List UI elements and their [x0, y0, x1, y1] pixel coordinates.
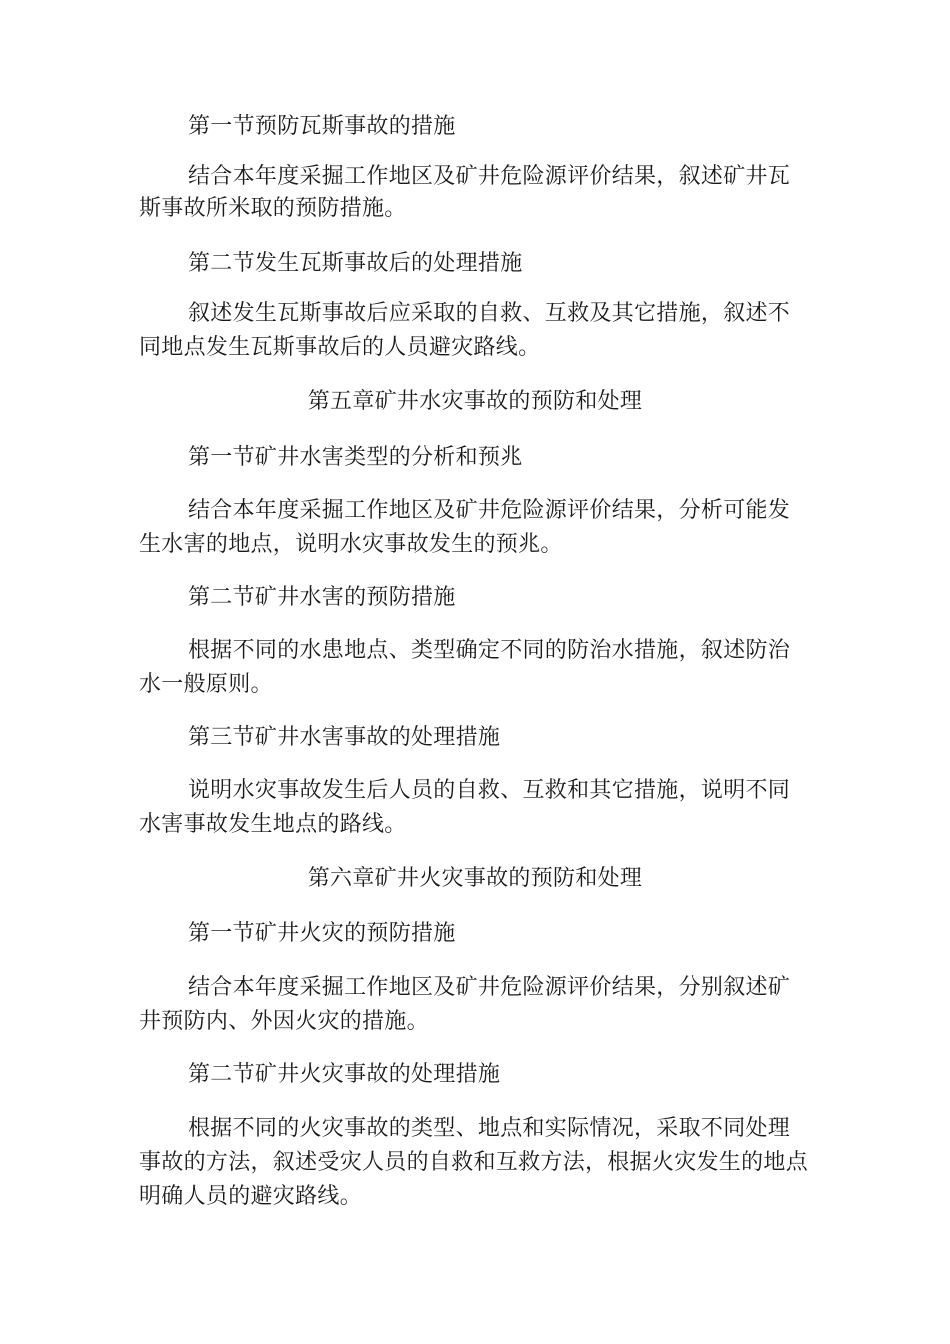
paragraph-line: 根据不同的火灾事故的类型、地点和实际情况，采取不同处理	[188, 1116, 791, 1141]
section-heading: 第一节矿井火灾的预防措施	[188, 921, 456, 946]
section-heading: 第一节预防瓦斯事故的措施	[188, 114, 456, 139]
paragraph-line: 斯事故所米取的预防措施。	[139, 196, 407, 221]
paragraph-line: 根据不同的水患地点、类型确定不同的防治水措施，叙述防治	[188, 638, 791, 663]
paragraph-line: 叙述发生瓦斯事故后应采取的自救、互救及其它措施，叙述不	[188, 301, 791, 326]
chapter-heading: 第五章矿井水灾事故的预防和处理	[307, 389, 643, 414]
paragraph-line: 结合本年度采掘工作地区及矿井危险源评价结果，叙述矿井瓦	[188, 164, 791, 189]
paragraph-line: 水一般原则。	[139, 672, 273, 697]
section-heading: 第三节矿井水害事故的处理措施	[188, 725, 501, 750]
section-heading: 第一节矿井水害类型的分析和预兆	[188, 445, 523, 470]
paragraph-line: 井预防内、外因火灾的措施。	[139, 1009, 429, 1034]
paragraph-line: 结合本年度采掘工作地区及矿井危险源评价结果，分别叙述矿	[188, 975, 791, 1000]
section-heading: 第二节矿井水害的预防措施	[188, 585, 456, 610]
chapter-heading: 第六章矿井火灾事故的预防和处理	[307, 866, 643, 891]
paragraph-line: 水害事故发生地点的路线。	[139, 812, 407, 837]
section-heading: 第二节矿井火灾事故的处理措施	[188, 1062, 501, 1087]
paragraph-line: 结合本年度采掘工作地区及矿井危险源评价结果，分析可能发	[188, 498, 791, 523]
paragraph-line: 生水害的地点，说明水灾事故发生的预兆。	[139, 532, 563, 557]
paragraph-line: 同地点发生瓦斯事故后的人员避灾路线。	[139, 335, 541, 360]
section-heading: 第二节发生瓦斯事故后的处理措施	[188, 251, 523, 276]
paragraph-line: 明确人员的避灾路线。	[139, 1184, 363, 1209]
paragraph-line: 事故的方法，叙述受灾人员的自救和互救方法，根据火灾发生的地点	[139, 1150, 809, 1175]
paragraph-line: 说明水灾事故发生后人员的自救、互救和其它措施，说明不同	[188, 778, 791, 803]
